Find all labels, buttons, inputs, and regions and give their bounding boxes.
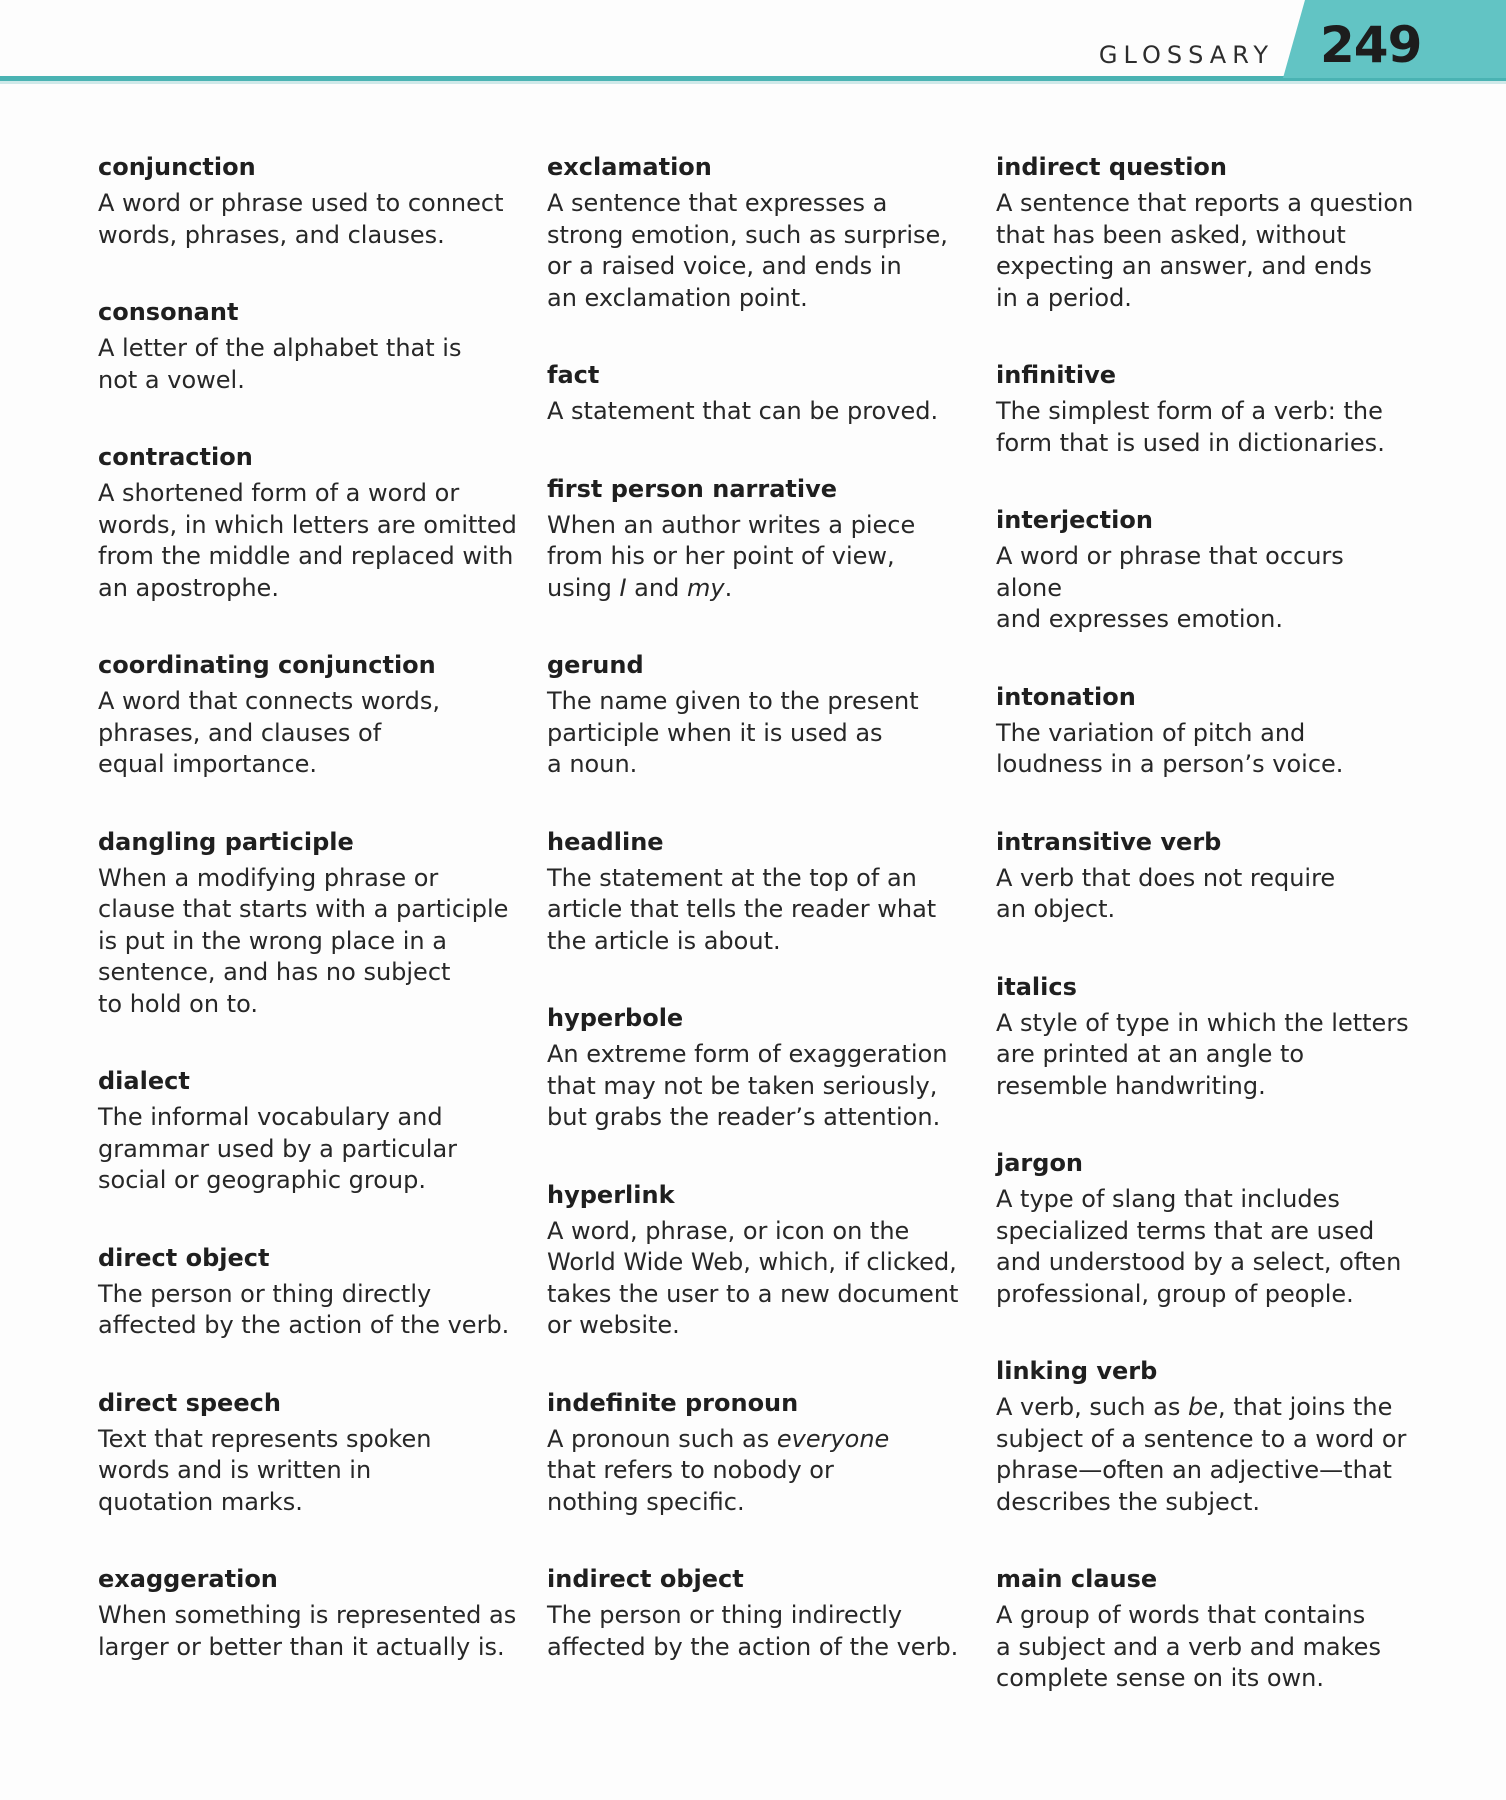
glossary-entry	[98, 297, 547, 396]
glossary-entry	[98, 1066, 547, 1197]
glossary-term: coordinating conjunction	[98, 651, 436, 679]
italic-term: everyone	[776, 1424, 890, 1453]
page-header	[0, 0, 1506, 92]
glossary-entry	[996, 1356, 1416, 1518]
glossary-definition: A pronoun such as everyone that refers to nobody or nothing specific.	[547, 1424, 890, 1516]
glossary-term: main clause	[996, 1565, 1158, 1593]
glossary-definition: When an author writes a piece from his or her point of view, using I and my.	[547, 510, 916, 602]
italic-term: my	[686, 573, 725, 602]
glossary-term: headline	[547, 827, 664, 856]
glossary-definition: A word, phrase, or icon on the World Wide Web, which, if clicked, takes the user to a new document or website.	[547, 1216, 959, 1339]
glossary-entry	[996, 972, 1416, 1103]
glossary-entry	[547, 152, 996, 314]
italic-term: be	[1187, 1393, 1218, 1421]
glossary-definition: The statement at the top of an article that tells the reader what the article is about.	[547, 863, 937, 955]
glossary-term: intonation	[996, 682, 1136, 711]
glossary-term: consonant	[98, 298, 239, 326]
glossary-definition: The variation of pitch and loudness in a person’s voice.	[996, 718, 1344, 778]
glossary-definition: A word that connects words, phrases, and clauses of equal importance.	[98, 687, 440, 778]
glossary-entry	[98, 1243, 547, 1342]
glossary-entry	[547, 360, 996, 428]
glossary-definition: A statement that can be proved.	[547, 397, 939, 425]
glossary-definition: A verb, such as be, that joins the subject of a sentence to a word or phrase—often an adjective—that describes the subject.	[996, 1393, 1407, 1516]
glossary-entry	[547, 1388, 996, 1519]
glossary-definition: A letter of the alphabet that is not a vowel.	[98, 334, 462, 394]
glossary-entry	[547, 1564, 996, 1663]
glossary-definition: When something is represented as larger or better than it actually is.	[98, 1601, 517, 1661]
glossary-term: indirect object	[547, 1565, 744, 1593]
glossary-column-3	[996, 152, 1416, 1741]
glossary-entry	[547, 1003, 996, 1134]
glossary-entry	[547, 1180, 996, 1342]
glossary-definition: When a modifying phrase or clause that starts with a participle is put in the wrong place in a sentence, and has no subject to hold on to.	[98, 863, 509, 1018]
glossary-entry	[996, 1148, 1416, 1310]
italic-term: I	[619, 573, 627, 602]
glossary-definition: A verb that does not require an object.	[996, 863, 1336, 923]
glossary-term: interjection	[996, 506, 1153, 534]
glossary-entry	[98, 152, 547, 251]
glossary-term: intransitive verb	[996, 827, 1222, 856]
page-number: 249	[1320, 16, 1422, 74]
glossary-entry	[996, 1564, 1416, 1695]
glossary-term: first person narrative	[547, 474, 838, 503]
glossary-entry	[996, 682, 1416, 781]
glossary-term: direct object	[98, 1243, 270, 1272]
glossary-entry	[98, 1564, 547, 1663]
glossary-definition: The person or thing indirectly affected by the action of the verb.	[547, 1601, 959, 1661]
glossary-entry	[996, 827, 1416, 926]
glossary-definition: A group of words that contains a subject and a verb and makes complete sense on its own.	[996, 1601, 1381, 1692]
glossary-entry	[996, 360, 1416, 459]
glossary-definition: The name given to the present participle when it is used as a noun.	[547, 687, 919, 778]
glossary-entry	[996, 505, 1416, 636]
glossary-definition: A word or phrase that occurs alone and expresses emotion.	[996, 542, 1344, 633]
glossary-term: indefinite pronoun	[547, 1388, 799, 1417]
glossary-term: fact	[547, 361, 600, 389]
section-label: GLOSSARY	[1098, 41, 1274, 69]
glossary-entry	[98, 827, 547, 1021]
glossary-definition: A shortened form of a word or words, in which letters are omitted from the middle and replaced with an apostrophe.	[98, 479, 517, 602]
glossary-term: conjunction	[98, 153, 256, 181]
header-rule-shadow	[0, 81, 1506, 84]
glossary-term: direct speech	[98, 1388, 281, 1417]
glossary-definition: A word or phrase used to connect words, phrases, and clauses.	[98, 189, 504, 249]
glossary-definition: Text that represents spoken words and is written in quotation marks.	[98, 1424, 432, 1516]
glossary-term: italics	[996, 972, 1077, 1001]
glossary-term: infinitive	[996, 361, 1117, 389]
glossary-entry	[547, 650, 996, 781]
glossary-term: hyperlink	[547, 1180, 675, 1209]
glossary-definition: A sentence that expresses a strong emotion, such as surprise, or a raised voice, and ends in an exclamation point.	[547, 189, 948, 312]
glossary-term: exaggeration	[98, 1565, 278, 1593]
glossary-definition: A sentence that reports a question that has been asked, without expecting an answer, and ends in a period.	[996, 189, 1414, 312]
glossary-definition: The simplest form of a verb: the form that is used in dictionaries.	[996, 397, 1385, 457]
glossary-definition: The informal vocabulary and grammar used by a particular social or geographic group.	[98, 1103, 458, 1194]
glossary-term: dangling participle	[98, 827, 354, 856]
glossary-term: exclamation	[547, 153, 712, 181]
glossary-entry	[98, 1388, 547, 1519]
glossary-columns	[98, 152, 1438, 1741]
glossary-column-1	[98, 152, 547, 1741]
glossary-column-2	[547, 152, 996, 1741]
glossary-term: jargon	[996, 1149, 1084, 1177]
glossary-term: hyperbole	[547, 1004, 684, 1032]
glossary-definition: A style of type in which the letters are printed at an angle to resemble handwriting.	[996, 1008, 1409, 1100]
glossary-term: linking verb	[996, 1357, 1158, 1385]
glossary-entry	[547, 474, 996, 605]
glossary-entry	[996, 152, 1416, 314]
glossary-entry	[98, 442, 547, 604]
glossary-term: contraction	[98, 443, 253, 471]
glossary-term: indirect question	[996, 153, 1227, 181]
glossary-term: gerund	[547, 651, 644, 679]
glossary-term: dialect	[98, 1067, 190, 1095]
glossary-entry	[98, 650, 547, 781]
glossary-definition: The person or thing directly affected by the action of the verb.	[98, 1279, 510, 1339]
glossary-definition: An extreme form of exaggeration that may not be taken seriously, but grabs the reader’s attention.	[547, 1040, 948, 1131]
glossary-entry	[547, 827, 996, 958]
glossary-definition: A type of slang that includes specialized terms that are used and understood by a select, often professional, group of people.	[996, 1185, 1402, 1308]
